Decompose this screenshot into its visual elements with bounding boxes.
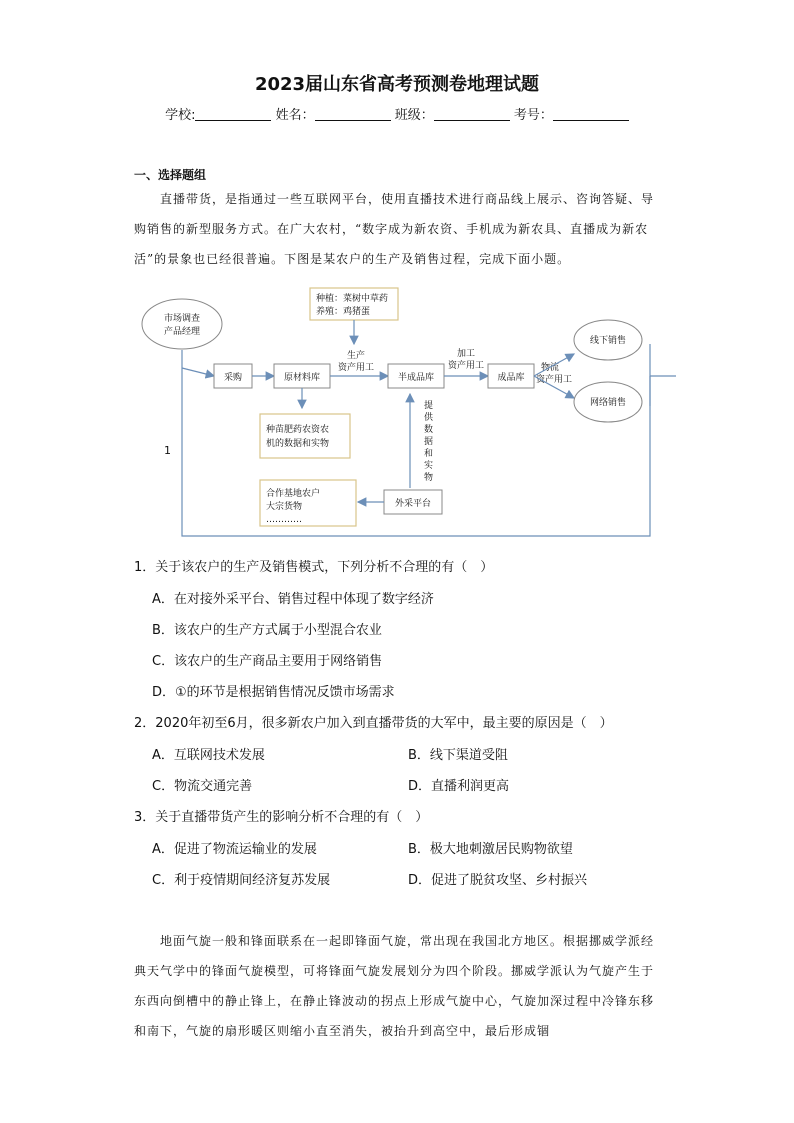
provide-char: 供 <box>424 413 434 423</box>
question-1-option-d[interactable]: D．①的环节是根据销售情况反馈市场需求 <box>152 685 395 700</box>
question-2-option-c[interactable]: C．物流交通完善 <box>152 779 253 794</box>
name-blank[interactable] <box>315 106 391 121</box>
question-1-option-b[interactable]: B．该农户的生产方式属于小型混合农业 <box>152 623 382 638</box>
sales-merge-line <box>650 344 676 406</box>
student-info-line <box>0 104 794 123</box>
section-heading: 一、选择题组 <box>134 168 207 182</box>
question-3-option-d[interactable]: D．促进了脱贫攻坚、乡村振兴 <box>408 873 588 888</box>
question-2-stem: 2．2020年初至6月，很多新农户加入到直播带货的大军中，最主要的原因是（ ） <box>134 716 613 731</box>
school-label: 学校: <box>165 108 196 123</box>
seed-data-node <box>260 414 350 458</box>
provide-char: 和 <box>424 449 434 459</box>
seed-line1: 种苗肥药农资农 <box>266 425 330 435</box>
name-label: 姓名： <box>275 108 315 123</box>
question-1-option-c[interactable]: C．该农户的生产商品主要用于网络销售 <box>152 654 383 669</box>
question-2-option-b[interactable]: B．线下渠道受阻 <box>408 748 508 763</box>
offline-sales-label: 线下销售 <box>589 336 627 346</box>
intro-paragraph <box>134 184 664 274</box>
coop-line1: 合作基地农户 <box>266 489 321 499</box>
market-line1: 市场调查 <box>163 314 201 324</box>
production-label2: 资产用工 <box>337 363 375 373</box>
provide-char: 数 <box>424 425 434 435</box>
online-sales-label: 网络销售 <box>589 398 627 408</box>
finished-goods-label: 成品库 <box>497 373 525 383</box>
raw-material-label: 原材料库 <box>283 373 321 383</box>
class-blank[interactable] <box>434 106 510 121</box>
intro-text: 直播带货，是指通过一些互联网平台，使用直播技术进行商品线上展示、咨询答疑、导购销售的新型服务方式。在广大农村，“数字成为新农资、手机成为新农具、直播成为新农活”的景象也已经很普遍。下图是某农户的生产及销售过程，完成下面小题。 <box>134 192 655 266</box>
processing-label1: 加工 <box>456 349 476 359</box>
seed-line2: 机的数据和实物 <box>266 439 330 449</box>
provide-char: 实 <box>424 461 434 471</box>
planting-line1: 种植：菜树中草药 <box>316 294 389 304</box>
question-3-option-a[interactable]: A．促进了物流运输业的发展 <box>152 842 317 857</box>
question-3-option-b[interactable]: B．极大地刺激居民购物欲望 <box>408 842 573 857</box>
page-title: 2023届山东省高考预测卷地理试题 <box>254 74 540 95</box>
external-platform-label: 外采平台 <box>394 499 432 509</box>
question-3-option-c[interactable]: C．利于疫情期间经济复苏发展 <box>152 873 331 888</box>
school-blank[interactable] <box>195 106 271 121</box>
cyclone-text: 地面气旋一般和锋面联系在一起即锋面气旋，常出现在我国北方地区。根据挪威学派经典天气学中的锋面气旋模型，可将锋面气旋发展划分为四个阶段。挪威学派认为气旋产生于东西向倒槽中的静止锋上，在静止锋波动的拐点上形成气旋中心，气旋加深过程中冷锋东移和南下，气旋的扇形暖区则缩小直至消失，被抬升到高空中，最后形成锢 <box>134 934 655 1038</box>
logistics-label2: 资产用工 <box>535 375 573 385</box>
purchase-label: 采购 <box>223 373 243 383</box>
question-1-option-a[interactable]: A．在对接外采平台、销售过程中体现了数字经济 <box>152 592 434 607</box>
question-1-stem: 1．关于该农户的生产及销售模式，下列分析不合理的有（ ） <box>134 560 494 575</box>
provide-data-label <box>424 399 434 483</box>
exam-no-blank[interactable] <box>553 106 629 121</box>
planting-line2: 养殖：鸡猪蛋 <box>316 307 371 317</box>
provide-char: 物 <box>424 473 434 483</box>
marker-1: 1 <box>164 444 171 457</box>
coop-line3: ………… <box>266 515 302 525</box>
question-3-stem: 3．关于直播带货产生的影响分析不合理的有（ ） <box>134 810 429 825</box>
cyclone-paragraph <box>134 926 664 1046</box>
market-to-purchase-arrow <box>182 368 214 376</box>
coop-line2: 大宗货物 <box>266 502 303 512</box>
provide-char: 提 <box>424 401 434 411</box>
class-label: 班级： <box>394 108 434 123</box>
production-label1: 生产 <box>346 351 366 361</box>
processing-label2: 资产用工 <box>447 361 485 371</box>
question-2-option-d[interactable]: D．直播利润更高 <box>408 779 510 794</box>
exam-no-label: 考号： <box>513 108 553 123</box>
semi-finished-label: 半成品库 <box>397 373 435 383</box>
question-2-option-a[interactable]: A．互联网技术发展 <box>152 748 265 763</box>
provide-char: 据 <box>424 437 434 447</box>
market-survey-node <box>142 299 222 349</box>
market-line2: 产品经理 <box>163 327 201 337</box>
logistics-label1: 物流 <box>540 363 560 373</box>
production-sales-diagram <box>134 284 676 542</box>
